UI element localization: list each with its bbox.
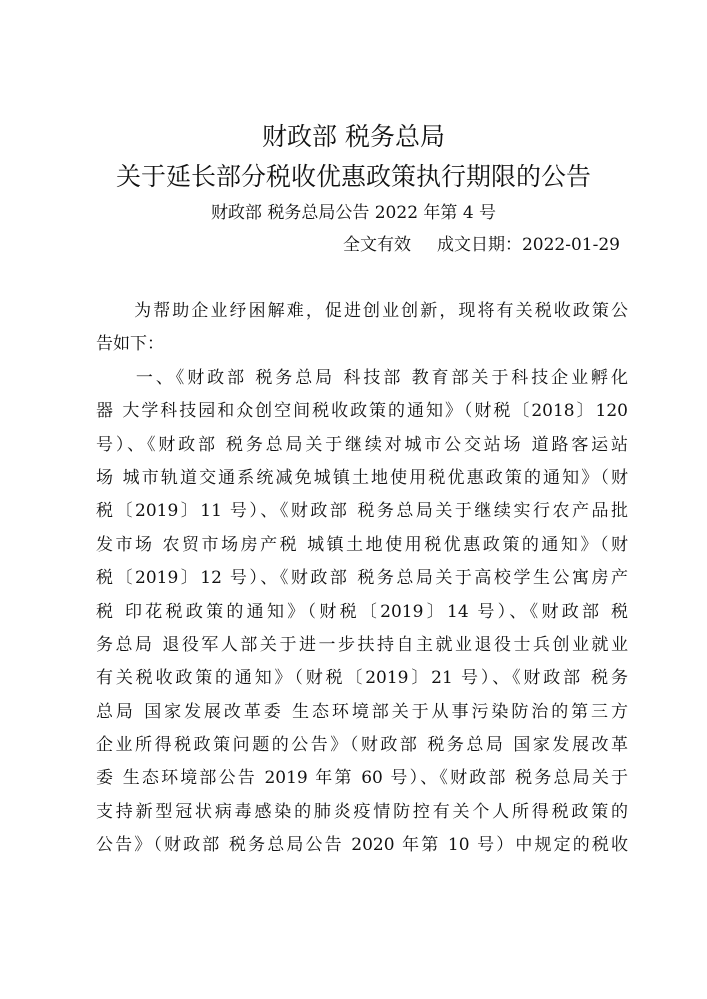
issue-date: 成文日期：2022-01-29: [436, 235, 620, 255]
body-line: 有关税收政策的通知》（财税〔2019〕21 号）、《财政部 税务: [96, 668, 628, 689]
validity-status: 全文有效: [342, 235, 411, 255]
body-line: 一、《财政部 税务总局 科技部 教育部关于科技企业孵化: [96, 367, 628, 388]
body-line: 企业所得税政策问题的公告》（财政部 税务总局 国家发展改革: [96, 735, 628, 756]
body-line: 支持新型冠状病毒感染的肺炎疫情防控有关个人所得税政策的: [96, 801, 628, 822]
document-title-line-2: 关于延长部分税收优惠政策执行期限的公告: [115, 162, 591, 191]
body-line: 税〔2019〕12 号）、《财政部 税务总局关于高校学生公寓房产: [96, 568, 628, 589]
body-line: 税 印花税政策的通知》（财税〔2019〕14 号）、《财政部 税: [96, 601, 628, 622]
document-number: 财政部 税务总局公告 2022 年第 4 号: [210, 203, 497, 223]
document-title-line-1: 财政部 税务总局: [262, 122, 445, 151]
body-line: 发市场 农贸市场房产税 城镇土地使用税优惠政策的通知》（财: [96, 534, 628, 555]
body-line: 税〔2019〕11 号）、《财政部 税务总局关于继续实行农产品批: [96, 501, 628, 522]
body-line: 号）、《财政部 税务总局关于继续对城市公交站场 道路客运站: [96, 434, 628, 455]
body-line: 总局 国家发展改革委 生态环境部关于从事污染防治的第三方: [96, 701, 628, 722]
body-line: 务总局 退役军人部关于进一步扶持自主就业退役士兵创业就业: [96, 634, 628, 655]
document-status-line: [343, 233, 620, 257]
body-line: 为帮助企业纾困解难，促进创业创新，现将有关税收政策公: [96, 301, 628, 321]
document-body: [96, 295, 628, 863]
body-line: 场 城市轨道交通系统减免城镇土地使用税优惠政策的通知》（财: [96, 467, 628, 488]
body-line: 委 生态环境部公告 2019 年第 60 号）、《财政部 税务总局关于: [96, 768, 628, 789]
body-line: 告如下：: [96, 334, 164, 355]
body-line: 公告》（财政部 税务总局公告 2020 年第 10 号）中规定的税收: [96, 835, 628, 856]
body-line: 器 大学科技园和众创空间税收政策的通知》（财税〔2018〕120: [96, 401, 628, 422]
